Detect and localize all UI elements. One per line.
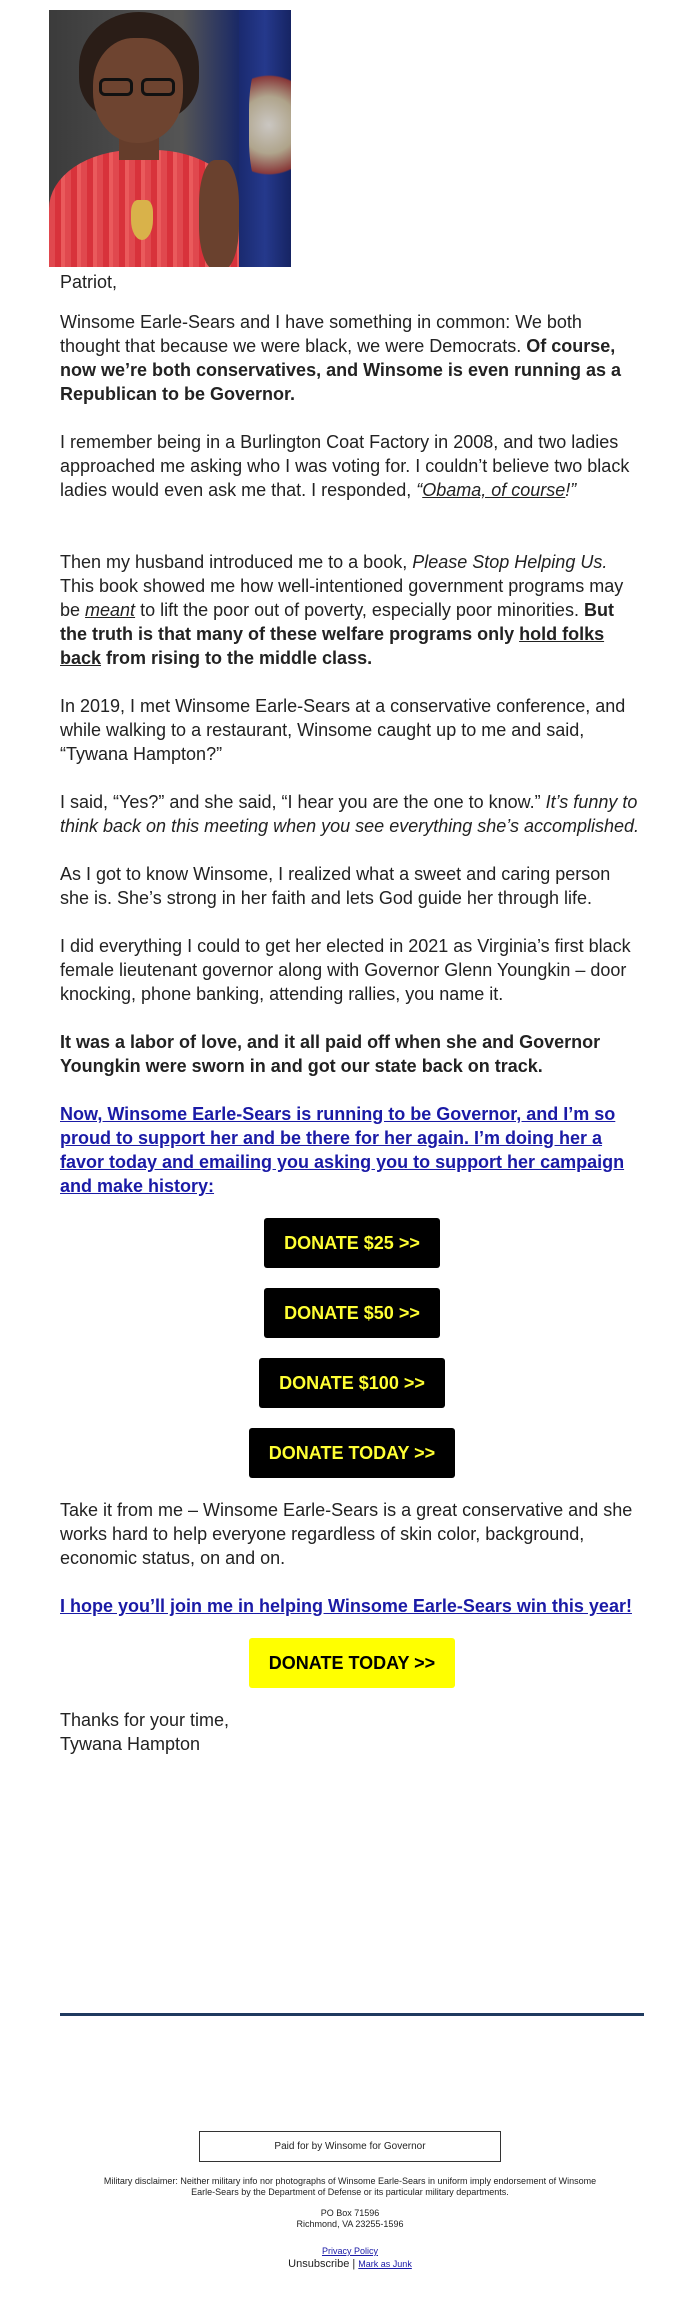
footer-divider [60,2013,644,2016]
paragraph-4: In 2019, I met Winsome Earle-Sears at a conservative conference, and while walking to a restaurant, Winsome caught up to me and said, “Tywana Hampton?” [60,696,626,764]
paragraph-9: Take it from me – Winsome Earle-Sears is a great conservative and she works hard to help everyone regardless of skin color, background, economic status, on and on. [60,1500,633,1568]
paragraph-7: I did everything I could to get her elected in 2021 as Virginia’s first black female lieutenant governor along with Governor Glenn Youngkin – door knocking, phone banking, attending rallies, you name it. [60,936,631,1004]
footer-separator: | [352,2258,356,2270]
donate-50-button[interactable]: DONATE $50 >> [264,1288,440,1338]
arm [199,160,239,267]
signoff [60,1708,644,1756]
greeting: Patriot, [60,272,118,292]
paragraph-2: I remember being in a Burlington Coat Factory in 2008, and two ladies approached me asking who I was voting for. I couldn’t believe two black ladies would even ask me that. I responded, “Obama, of course!” [60,432,630,500]
final-donate-today-button[interactable]: DONATE TODAY >> [249,1638,455,1688]
signature-name: Tywana Hampton [60,1734,201,1754]
donate-today-button[interactable]: DONATE TODAY >> [249,1428,455,1478]
paragraph-5: I said, “Yes?” and she said, “I hear you are the one to know.” It’s funny to think back on this meeting when you see everything she’s accomplished. [60,792,639,836]
footer [0,2131,700,2271]
join-link-paragraph [60,1594,644,1618]
military-disclaimer: Military disclaimer: Neither military info nor photographs of Winsome Earle-Sears in uniform imply endorsement of Winsome Earle-Sears by the Department of Defense or its particular military departments. [103,2176,597,2197]
flag-seal [249,50,291,200]
donate-25-button[interactable]: DONATE $25 >> [264,1218,440,1268]
donate-25-row [60,1218,644,1268]
address-city: Richmond, VA 23255-1596 [296,2219,404,2229]
donate-100-row [60,1358,644,1408]
paragraph-6: As I got to know Winsome, I realized what a sweet and caring person she is. She’s strong in her faith and lets God guide her through life. [60,864,611,908]
final-donate-row [60,1638,644,1688]
paid-for-box: Paid for by Winsome for Governor [199,2131,501,2162]
paragraph-3: Then my husband introduced me to a book, Please Stop Helping Us. This book showed me how well-intentioned government programs may be meant to lift the poor out of poverty, especially poor minorities. But the truth is that many of these welfare programs only hold folks back from rising to the middle class. [60,552,624,668]
paragraph-1: Winsome Earle-Sears and I have something in common: We both thought that because we were black, we were Democrats. Of course, now we’re both conservatives, and Winsome is even running as a Republican to be Governor. [60,312,621,404]
join-link[interactable]: I hope you’ll join me in helping Winsome Earle-Sears win this year! [60,1596,632,1616]
unsubscribe-link[interactable]: Unsubscribe [288,2258,350,2270]
donate-100-button[interactable]: DONATE $100 >> [259,1358,445,1408]
campaign-link[interactable]: Now, Winsome Earle-Sears is running to be Governor, and I’m so proud to support her and be there for her again. I’m doing her a favor today and emailing you asking you to support her campaign and make history: [60,1104,625,1196]
mark-as-junk-link[interactable]: Mark as Junk [358,2259,412,2269]
pendant [131,200,153,240]
privacy-policy-link[interactable]: Privacy Policy [321,2246,378,2256]
signoff-line: Thanks for your time, [60,1710,230,1730]
campaign-link-paragraph [60,1102,644,1198]
glasses-icon [99,78,177,96]
email-body [60,270,644,1780]
candidate-photo [49,10,291,267]
po-box: PO Box 71596 [320,2208,380,2218]
donate-today-row [60,1428,644,1478]
donate-50-row [60,1288,644,1338]
paragraph-8: It was a labor of love, and it all paid off when she and Governor Youngkin were sworn in and got our state back on track. [60,1032,601,1076]
